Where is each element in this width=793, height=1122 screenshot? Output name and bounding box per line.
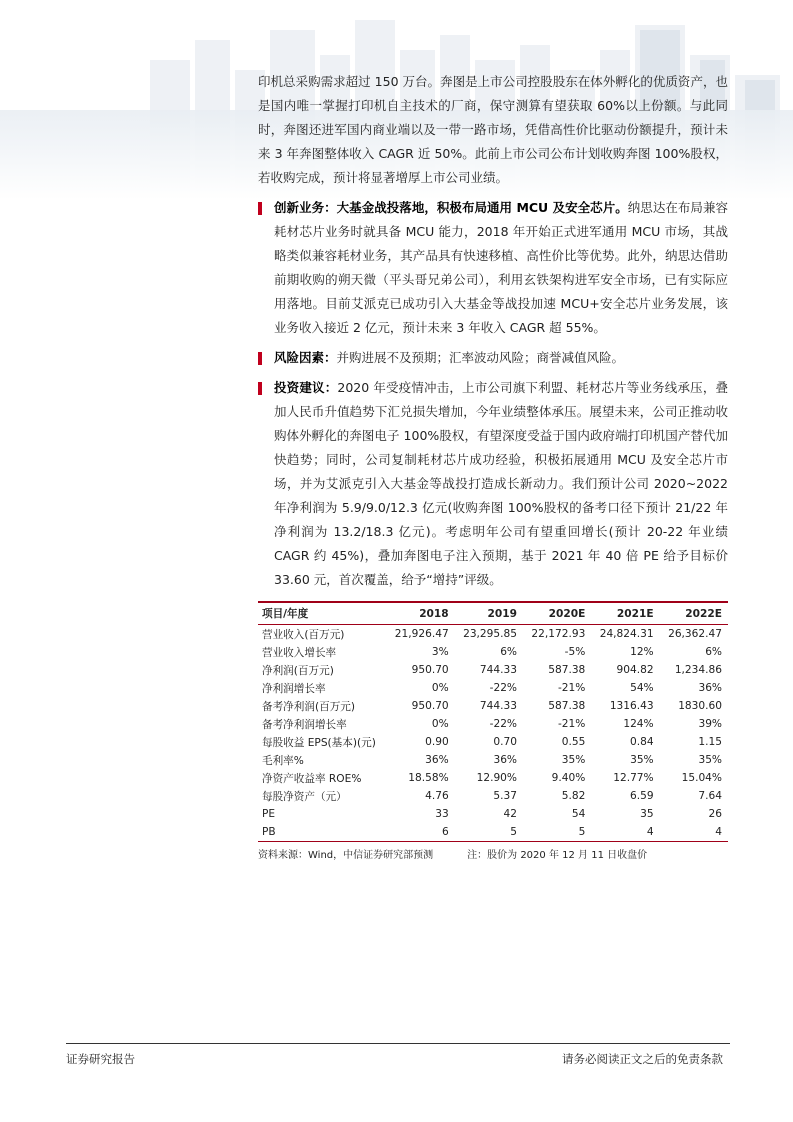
- table-cell: 6%: [705, 646, 722, 658]
- table-cell: 35: [640, 808, 654, 820]
- innovation-text: 纳思达在布局兼容耗材芯片业务时就具备 MCU 能力，2018 年开始正式进军通用 MCU 市场，其战略类似兼容耗材业务，其产品具有快速移植、高性价比等优势。此外，纳思达借助前期收购的朔天微（平头哥兄弟公司），利用玄铁架构进军安全市场，已有实际应用落地。目前艾派克已成功引入大基金等战投加速 MCU+安全芯片业务发展，该业务收入接近 2 亿元，预计未来 3 年收入 CAGR 超 55%。: [274, 200, 728, 335]
- table-cell: 0%: [431, 718, 449, 730]
- table-cell: 0.55: [561, 736, 586, 748]
- row-label: 净资产收益率 ROE%: [262, 772, 362, 785]
- table-cell: 4: [660, 823, 728, 842]
- table-cell: 0%: [431, 682, 449, 694]
- footer-divider: [66, 1043, 730, 1044]
- table-row: [258, 643, 728, 661]
- investment-text: 2020 年受疫情冲击，上市公司旗下利盟、耗材芯片等业务线承压，叠加人民币升值趋势下汇兑损失增加，今年业绩整体承压。展望未来，公司正推动收购体外孵化的奔图电子 100%股权，有望深度受益于国内政府端打印机国产替代加快趋势；同时，公司复制耗材芯片成功经验，积极拓展通用 MCU 及安全芯片市场，并为艾派克引入大基金等战投打造成长新动力。我们预计公司 2020~2022 年净利润为 5.9/9.0/12.3 亿元(收购奔图 100%股权的备考口径下预计 21/22 年净利润为 13.2/18.3 亿元)。考虑明年公司有望重回增长(预计 20-22 年业绩 CAGR 约 45%)，叠加奔图电子注入预期，基于 2021 年 40 倍 PE 给予目标价 33.60 元，首次覆盖，给予“增持”评级。: [274, 380, 728, 587]
- table-row: [258, 823, 728, 842]
- table-cell: 744.33: [479, 700, 517, 712]
- table-cell: 21,926.47: [394, 628, 449, 640]
- table-cell: 23,295.85: [463, 628, 517, 640]
- table-cell: 5: [523, 823, 591, 842]
- data-source: 资料来源：Wind，中信证券研究部预测: [258, 850, 434, 861]
- table-cell: 1,234.86: [674, 664, 722, 676]
- price-note: 注：股价为 2020 年 12 月 11 日收盘价: [467, 850, 648, 861]
- table-cell: 950.70: [411, 700, 449, 712]
- investment-section: [258, 376, 728, 592]
- financial-forecast-table: [258, 601, 728, 842]
- table-cell: 1830.60: [678, 700, 722, 712]
- table-cell: 12.90%: [476, 772, 517, 784]
- table-cell: 12%: [630, 646, 654, 658]
- row-label: 净利润(百万元): [262, 664, 334, 677]
- risk-heading: 风险因素：: [274, 350, 337, 365]
- table-cell: 42: [503, 808, 517, 820]
- table-cell: -5%: [564, 646, 586, 658]
- row-label: 营业收入(百万元): [262, 628, 345, 641]
- table-cell: 1.15: [698, 736, 722, 748]
- table-cell: -21%: [557, 718, 586, 730]
- row-label: PB: [258, 823, 386, 842]
- table-row: [258, 715, 728, 733]
- row-label: 毛利率%: [262, 754, 304, 767]
- table-cell: 35%: [630, 754, 654, 766]
- table-cell: 4.76: [425, 790, 449, 802]
- table-cell: 1316.43: [609, 700, 654, 712]
- table-cell: 5: [455, 823, 523, 842]
- row-label: 每股收益 EPS(基本)(元): [262, 736, 376, 749]
- table-row: [258, 751, 728, 769]
- table-row: [258, 805, 728, 823]
- section-marker-icon: [258, 352, 262, 365]
- table-cell: 6%: [500, 646, 517, 658]
- table-cell: 4: [591, 823, 659, 842]
- innovation-heading: 创新业务：大基金战投落地，积极布局通用 MCU 及安全芯片。: [274, 200, 628, 215]
- table-cell: 36%: [425, 754, 449, 766]
- table-cell: 39%: [698, 718, 722, 730]
- row-label: 备考净利润(百万元): [262, 700, 356, 713]
- table-row: [258, 733, 728, 751]
- table-header-cell: 项目/年度: [258, 602, 386, 625]
- table-row: [258, 625, 728, 644]
- table-cell: 36%: [698, 682, 722, 694]
- risk-text: 并购进展不及预期；汇率波动风险；商誉减值风险。: [336, 350, 625, 365]
- footer-disclaimer: 请务必阅读正文之后的免责条款: [562, 1052, 723, 1066]
- table-header-cell: 2022E: [660, 602, 728, 625]
- table-cell: 6: [386, 823, 454, 842]
- table-header-cell: 2019: [455, 602, 523, 625]
- table-header-row: [258, 602, 728, 625]
- report-body: [258, 70, 728, 861]
- footer-report-type: 证券研究报告: [66, 1052, 135, 1066]
- table-cell: 0.70: [493, 736, 517, 748]
- table-cell: -22%: [489, 718, 517, 730]
- table-cell: 54%: [630, 682, 654, 694]
- table-cell: -21%: [557, 682, 586, 694]
- table-row: [258, 697, 728, 715]
- table-row: [258, 661, 728, 679]
- table-cell: 26: [708, 808, 722, 820]
- table-cell: 7.64: [698, 790, 722, 802]
- risk-section: [258, 346, 728, 370]
- table-cell: 35%: [561, 754, 586, 766]
- table-cell: 5.82: [561, 790, 586, 802]
- row-label: PE: [262, 808, 276, 820]
- table-cell: 0.84: [630, 736, 654, 748]
- table-cell: 26,362.47: [668, 628, 722, 640]
- table-cell: 124%: [623, 718, 654, 730]
- table-footnote: [258, 846, 728, 861]
- row-label: 备考净利润增长率: [262, 718, 347, 731]
- table-cell: 587.38: [548, 664, 586, 676]
- row-label: 净利润增长率: [262, 682, 326, 695]
- innovation-section: [258, 196, 728, 340]
- row-label: 每股净资产（元）: [262, 790, 347, 803]
- section-marker-icon: [258, 202, 262, 215]
- table-cell: 33: [435, 808, 449, 820]
- table-cell: 3%: [431, 646, 449, 658]
- table-cell: 5.37: [493, 790, 517, 802]
- table-cell: 36%: [493, 754, 517, 766]
- table-cell: 22,172.93: [531, 628, 586, 640]
- table-cell: 904.82: [616, 664, 654, 676]
- table-cell: 587.38: [548, 700, 586, 712]
- table-header-cell: 2020E: [523, 602, 591, 625]
- table-row: [258, 769, 728, 787]
- table-cell: 15.04%: [681, 772, 722, 784]
- table-row: [258, 787, 728, 805]
- table-body: [258, 625, 728, 842]
- table-cell: 0.90: [425, 736, 449, 748]
- section-marker-icon: [258, 382, 262, 395]
- investment-heading: 投资建议：: [274, 380, 338, 395]
- table-cell: 9.40%: [551, 772, 586, 784]
- table-cell: 24,824.31: [599, 628, 654, 640]
- table-cell: 12.77%: [613, 772, 654, 784]
- table-row: [258, 679, 728, 697]
- table-cell: 6.59: [630, 790, 654, 802]
- table-cell: 950.70: [411, 664, 449, 676]
- table-header-cell: 2021E: [591, 602, 659, 625]
- table-header-cell: 2018: [386, 602, 454, 625]
- intro-paragraph: 印机总采购需求超过 150 万台。奔图是上市公司控股股东在体外孵化的优质资产，也是国内唯一掌握打印机自主技术的厂商，保守测算有望获取 60%以上份额。与此同时，奔图还进军国内商业端以及一带一路市场，凭借高性价比驱动份额提升，预计未来 3 年奔图整体收入 CAGR 近 50%。此前上市公司公布计划收购奔图 100%股权，若收购完成，预计将显著增厚上市公司业绩。: [258, 74, 728, 185]
- table-cell: 744.33: [479, 664, 517, 676]
- table-cell: 54: [571, 808, 586, 820]
- table-cell: -22%: [489, 682, 517, 694]
- table-cell: 35%: [698, 754, 722, 766]
- row-label: 营业收入增长率: [262, 646, 337, 659]
- table-cell: 18.58%: [408, 772, 449, 784]
